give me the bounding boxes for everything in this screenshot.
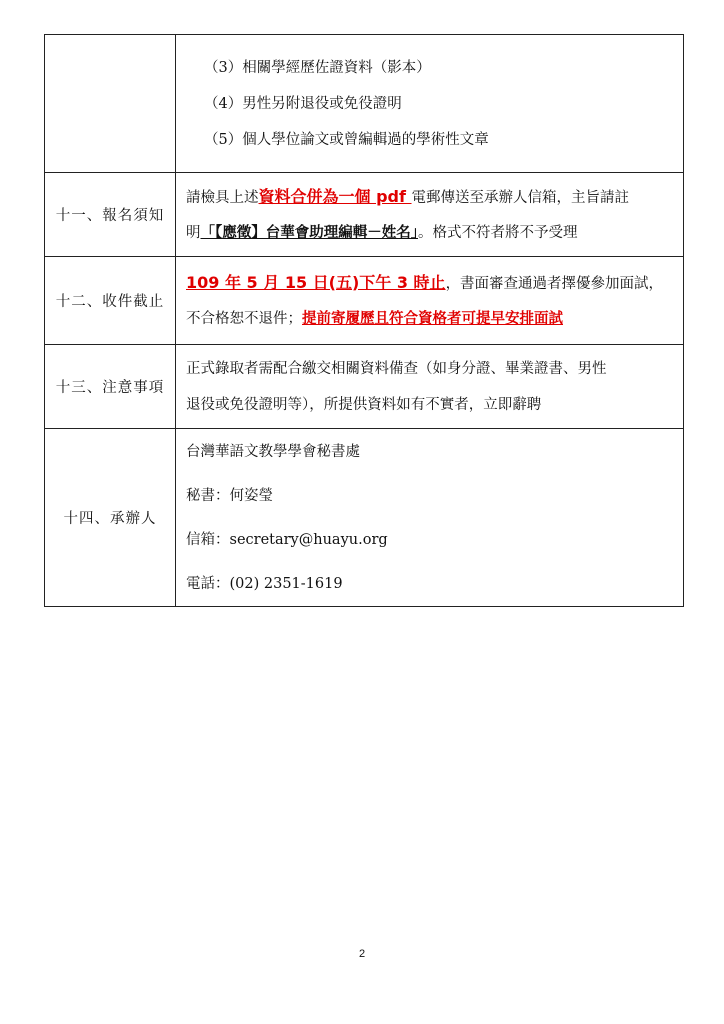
table-row-registration (45, 173, 684, 257)
registration-text-pre: 請檢具上述 (186, 189, 259, 206)
doc-item-5: （5）個人學位論文或曾編輯過的學術性文章 (204, 131, 489, 148)
table-row-notice (45, 345, 684, 429)
table-row-contact (45, 429, 684, 607)
contact-secretary: 秘書：何姿瑩 (186, 487, 273, 504)
deadline-date: 109 年 5 月 15 日(五)下午 3 時止 (186, 272, 446, 292)
deadline-text-pre: 不合格恕不退件； (186, 310, 302, 327)
row-label-notice: 十三、注意事項 (45, 345, 176, 429)
registration-subject-format: 「【應徵】台華會助理編輯－姓名」 (200, 224, 418, 241)
registration-text-post: 電郵傳送至承辦人信箱，主旨請註 (411, 189, 630, 206)
deadline-line-1 (186, 265, 677, 301)
registration-line-1 (186, 179, 677, 215)
application-info-table (44, 34, 684, 607)
deadline-content (176, 257, 684, 345)
registration-content (176, 173, 684, 257)
registration-subject-pre: 明 (186, 224, 201, 241)
registration-subject-post: 。格式不符者將不予受理 (418, 224, 578, 241)
notice-line-1: 正式錄取者需配合繳交相關資料備查（如身分證、畢業證書、男性 (186, 360, 607, 377)
row-label-registration: 十一、報名須知 (45, 173, 176, 257)
contact-content (176, 429, 684, 607)
notice-content (176, 345, 684, 429)
deadline-line-2 (186, 301, 677, 337)
row-label-deadline: 十二、收件截止 (45, 257, 176, 345)
deadline-text-post: ，書面審查通過者擇優參加面試， (445, 275, 664, 292)
contact-email: 信箱：secretary@huayu.org (186, 531, 388, 548)
row-label-empty (45, 35, 176, 173)
contact-phone: 電話：(02) 2351-1619 (186, 575, 343, 592)
documents-content (176, 35, 684, 173)
registration-line-2 (186, 215, 677, 251)
contact-org: 台灣華語文教學學會秘書處 (186, 443, 360, 460)
table-row-deadline (45, 257, 684, 345)
row-label-contact: 十四、承辦人 (45, 429, 176, 607)
doc-item-4: （4）男性另附退役或免役證明 (204, 95, 402, 112)
notice-line-2: 退役或免役證明等），所提供資料如有不實者，立即辭聘 (186, 396, 542, 413)
registration-pdf-note: 資料合併為一個 pdf (258, 186, 412, 206)
early-interview-note: 提前寄履歷且符合資格者可提早安排面試 (302, 310, 563, 327)
page-number: 2 (358, 948, 366, 960)
table-row-documents (45, 35, 684, 173)
doc-item-3: （3）相關學經歷佐證資料（影本） (204, 59, 431, 76)
